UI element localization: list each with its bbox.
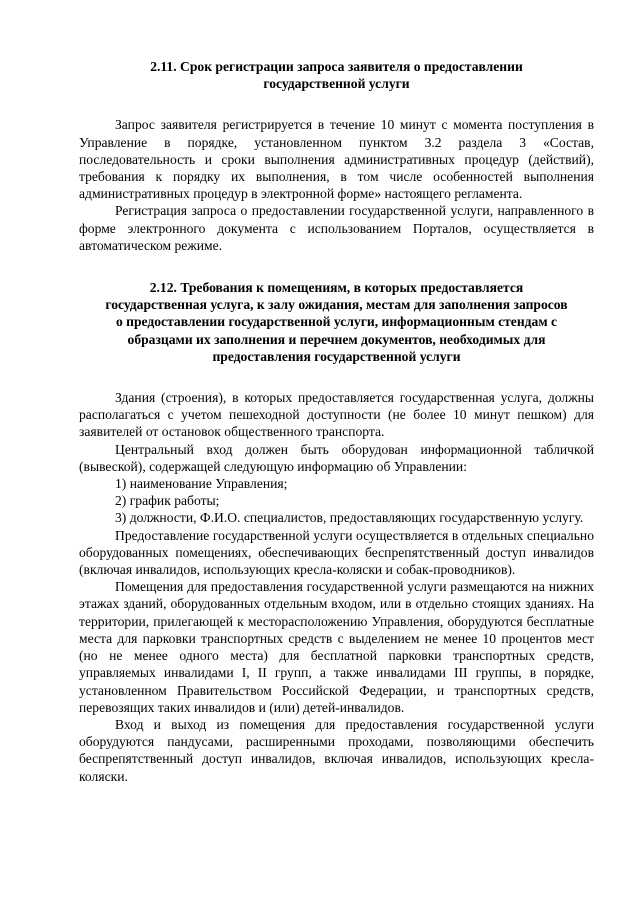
section-2-11-heading-line: 2.11. Срок регистрации запроса заявителя о предоставлении bbox=[150, 59, 523, 74]
section-2-12-heading-line: образцами их заполнения и перечнем документов, необходимых для bbox=[127, 331, 546, 347]
document-page bbox=[79, 58, 594, 785]
premises-paragraph: Предоставление государственной услуги осуществляется в отдельных специально оборудованных помещениях, обеспечивающих беспрепятственный доступ инвалидов (включая инвалидов, использующих кресла-коляски и собак-проводников). bbox=[79, 527, 594, 578]
ramps-paragraph: Вход и выход из помещения для предоставления государственной услуги оборудуются пандусами, расширенными проходами, позволяющими обеспечить беспрепятственный доступ инвалидов, включая инвалидов, использующих кресла-коляски. bbox=[79, 716, 594, 784]
floors-parking-paragraph: Помещения для предоставления государственной услуги размещаются на нижних этажах зданий, оборудованных отдельным входом, или в отдельно стоящих зданиях. На территории, прилегающей к месторасположению Управления, оборудуются бесплатные места для парковки транспортных средств с выделением не менее 10 процентов мест (но не менее одного места) для бесплатной парковки транспортных средств, управляемых инвалидами I, II групп, а также инвалидами III группы, в порядке, установленном Правительством Российской Федерации, и транспортных средств, перевозящих таких инвалидов и (или) детей-инвалидов. bbox=[79, 579, 594, 715]
buildings-paragraph: Здания (строения), в которых предоставляется государственная услуга, должны располагаться с учетом пешеходной доступности (не более 10 минут пешком) для заявителей от остановок общественного транспорта. bbox=[79, 390, 594, 440]
section-2-12-heading bbox=[79, 279, 594, 365]
section-2-12-heading-line: предоставления государственной услуги bbox=[212, 348, 461, 364]
section-2-12-heading-line: государственная услуга, к залу ожидания, местам для заполнения запросов bbox=[105, 297, 568, 313]
list-item: 2) график работы; bbox=[115, 493, 220, 509]
section-2-12-heading-line: 2.12. Требования к помещениям, в которых предоставляется bbox=[149, 280, 524, 296]
section-2-11-paragraph: Регистрация запроса о предоставлении государственной услуги, направленного в форме электронного документа с использованием Порталов, осуществляется в автоматическом режиме. bbox=[79, 203, 594, 253]
section-2-11-heading bbox=[79, 58, 594, 92]
list-item-3-paragraph: 3) должности, Ф.И.О. специалистов, предоставляющих государственную услугу. bbox=[115, 510, 584, 526]
section-2-11-paragraph: Запрос заявителя регистрируется в течение 10 минут с момента поступления в Управление в порядке, установленном пунктом 3.2 раздела 3 «Состав, последовательность и сроки выполнения административных процедур (действий), требования к порядку их выполнения, в том числе особенностей выполнения административных процедур в электронной форме» настоящего регламента. bbox=[79, 117, 594, 202]
entrance-paragraph: Центральный вход должен быть оборудован информационной табличкой (вывеской), содержащей следующую информацию об Управлении: bbox=[79, 441, 594, 474]
list-item: 1) наименование Управления; bbox=[115, 476, 288, 492]
section-2-12-heading-line: о предоставлении государственной услуги, информационным стендам с bbox=[115, 314, 558, 330]
section-2-11-heading-line: государственной услуги bbox=[263, 76, 410, 92]
